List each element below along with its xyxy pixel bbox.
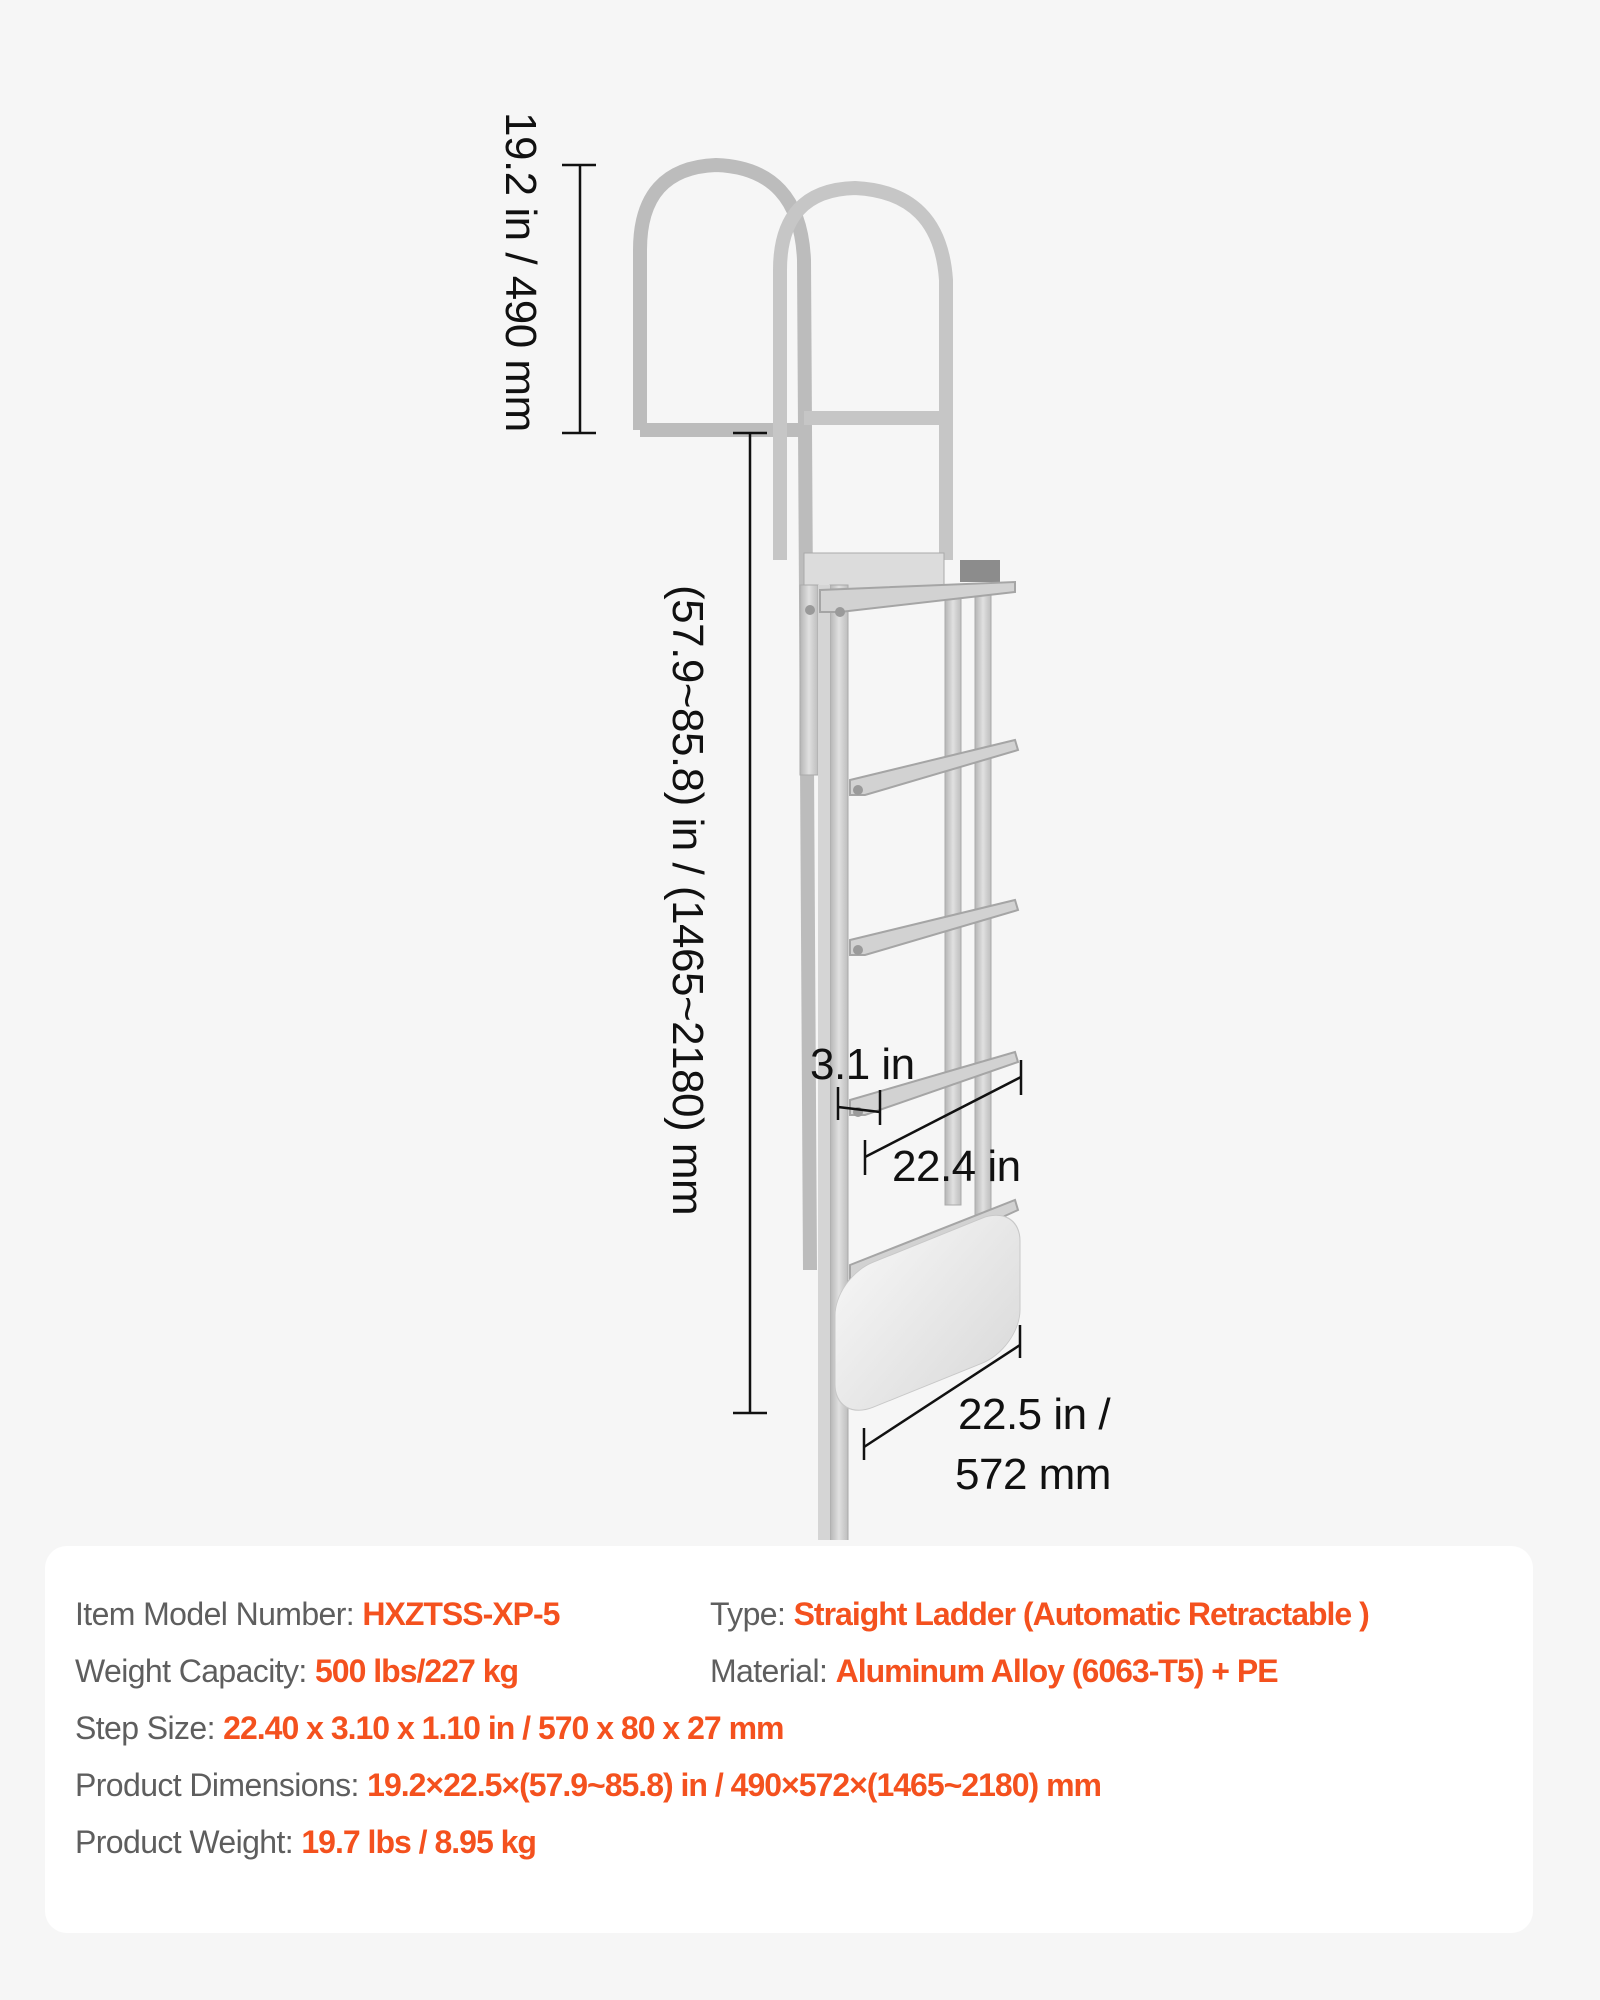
spec-step-size [75,1710,783,1747]
spec-label: Product Dimensions: [75,1767,368,1803]
spec-label: Step Size: [75,1710,224,1746]
spec-model [75,1596,559,1633]
spec-card [45,1546,1533,1933]
spec-label: Product Weight: [75,1824,302,1860]
spec-value: Aluminum Alloy (6063-T5) + PE [835,1653,1278,1689]
dim-top-height: 19.2 in / 490 mm [496,112,545,432]
dim-step-width: 22.4 in [892,1142,1021,1191]
spec-value: 22.40 x 3.10 x 1.10 in / 570 x 80 x 27 mm [223,1710,784,1746]
spec-label: Weight Capacity: [75,1653,315,1689]
spec-capacity [75,1653,518,1690]
spec-type [710,1596,1369,1633]
spec-value: Straight Ladder (Automatic Retractable ) [793,1596,1369,1632]
spec-label: Material: [710,1653,836,1689]
spec-label: Item Model Number: [75,1596,363,1632]
dim-step-depth: 3.1 in [810,1040,915,1089]
spec-dimensions [75,1767,1101,1804]
spec-value: 19.2×22.5×(57.9~85.8) in / 490×572×(1465~2180) mm [367,1767,1101,1803]
dim-base-width-line2: 572 mm [955,1450,1111,1499]
spec-material [710,1653,1278,1690]
dim-base-width-line1: 22.5 in / [958,1390,1111,1439]
spec-weight [75,1824,536,1861]
spec-value: HXZTSS-XP-5 [362,1596,560,1632]
spec-label: Type: [710,1596,794,1632]
spec-value: 19.7 lbs / 8.95 kg [301,1824,536,1860]
mount-plate [804,553,944,589]
spec-value: 500 lbs/227 kg [315,1653,519,1689]
dim-overall-height: (57.9~85.8) in / (1465~2180) mm [663,585,712,1216]
